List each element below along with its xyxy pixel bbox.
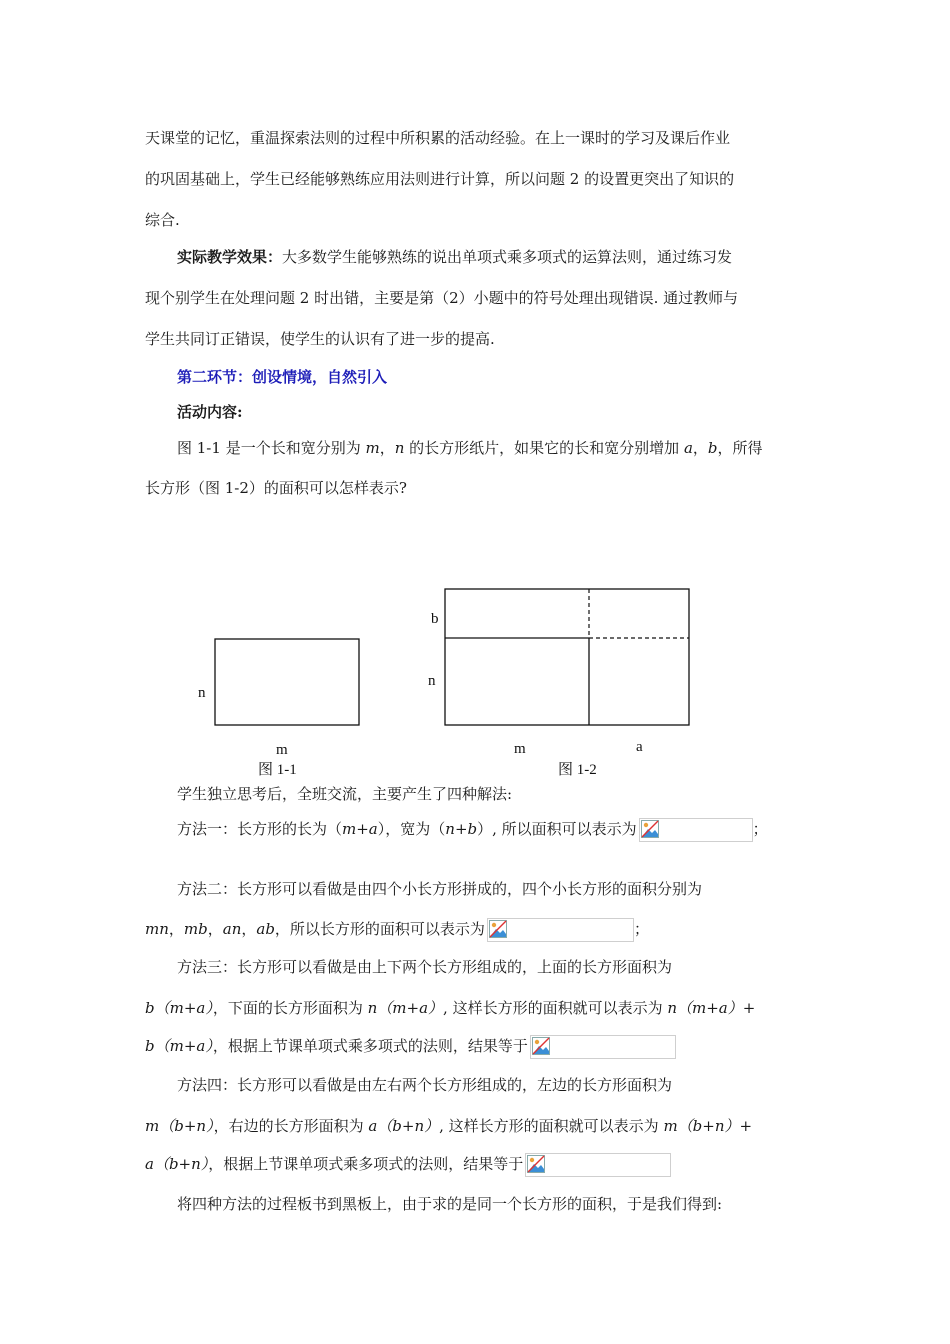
fig2-label-n: n — [428, 673, 436, 689]
method4-line3 — [145, 1153, 671, 1177]
separator: ， — [241, 920, 257, 938]
figure-1-2 — [428, 589, 689, 778]
expr-a-b-plus-n: a（b+n） — [368, 1117, 440, 1135]
expr-b-m-plus-a: b（m+a） — [145, 999, 213, 1017]
method3-line3 — [145, 1035, 676, 1059]
figure-1-1 — [198, 639, 359, 778]
para2-line2: 现个别学生在处理问题 2 时出错，主要是第（2）小题中的符号处理出现错误. 通过教师与 — [145, 289, 739, 307]
var-m: m — [365, 439, 380, 457]
section-heading: 第二环节：创设情境，自然引入 — [177, 368, 388, 386]
fig2-label-a: a — [636, 739, 643, 755]
method3-line2 — [145, 997, 755, 1018]
intro-text: ， — [379, 439, 395, 457]
expr-sum: m（b+n）+ — [663, 1117, 753, 1135]
intro-line1 — [177, 437, 763, 458]
expr-m-plus-a: m+a — [342, 820, 378, 838]
expr-m-b-plus-n: m（b+n） — [145, 1117, 214, 1135]
fig2-outer-rectangle — [445, 589, 689, 725]
method2-line2 — [145, 918, 649, 942]
method3-line1: 方法三：长方形可以看做是由上下两个长方形组成的，上面的长方形面积为 — [177, 958, 673, 976]
method2-line1: 方法二：长方形可以看做是由四个小长方形拼成的，四个小长方形的面积分别为 — [177, 880, 703, 898]
fig1-label-n: n — [198, 685, 206, 701]
para2-text: 大多数学生能够熟练的说出单项式乘多项式的运算法则，通过练习发 — [282, 248, 733, 266]
var-b: b — [707, 439, 718, 457]
separator: ， — [207, 920, 223, 938]
method3-text: , 这样长方形的面积就可以表示为 — [443, 999, 668, 1017]
intro-line2: 长方形（图 1-2）的面积可以怎样表示? — [145, 479, 407, 497]
answer-image-placeholder — [487, 918, 634, 942]
method2-text: ，所以长方形的面积可以表示为 — [274, 920, 485, 938]
discussion-text: 学生独立思考后，全班交流，主要产生了四种解法: — [177, 785, 513, 803]
var-n: n — [394, 439, 405, 457]
para1-line3: 综合. — [145, 211, 180, 229]
para1-line1: 天课堂的记忆，重温探索法则的过程中所积累的活动经验。在上一课时的学习及课后作业 — [145, 129, 731, 147]
method1-text: 方法一：长方形的长为（ — [177, 820, 343, 838]
method1-text: ）, 所以面积可以表示为 — [477, 820, 637, 838]
method3-text: ，下面的长方形面积为 — [212, 999, 368, 1017]
expr-n-m-plus-a: n（m+a） — [367, 999, 444, 1017]
activity-label: 活动内容: — [177, 403, 243, 421]
term-mb: mb — [183, 920, 208, 938]
method4-line1: 方法四：长方形可以看做是由左右两个长方形组成的，左边的长方形面积为 — [177, 1076, 673, 1094]
broken-image-icon — [532, 1037, 550, 1055]
separator: ， — [168, 920, 184, 938]
intro-text: 图 1-1 是一个长和宽分别为 — [177, 439, 366, 457]
fig1-rectangle — [215, 639, 359, 725]
fig2-caption: 图 1-2 — [558, 762, 597, 778]
method3-text: ，根据上节课单项式乘多项式的法则，结果等于 — [212, 1037, 528, 1055]
para1-line2: 的巩固基础上，学生已经能够熟练应用法则进行计算，所以问题 2 的设置更突出了知识的 — [145, 170, 735, 188]
expr-n-plus-b: n+b — [445, 820, 478, 838]
para2-line3: 学生共同订正错误，使学生的认识有了进一步的提高. — [145, 330, 495, 348]
expr-b-m-plus-a: b（m+a） — [145, 1037, 213, 1055]
intro-text: ，所得 — [717, 439, 763, 457]
method4-line2 — [145, 1115, 752, 1136]
rectangle-figures — [0, 580, 950, 780]
term-mn: mn — [145, 920, 169, 938]
answer-image-placeholder — [639, 818, 753, 842]
broken-image-icon — [641, 820, 659, 838]
broken-image-icon — [527, 1155, 545, 1173]
para2-line1 — [177, 246, 732, 267]
method1-end: ； — [752, 820, 768, 838]
answer-image-placeholder — [525, 1153, 671, 1177]
fig1-caption: 图 1-1 — [258, 762, 297, 778]
fig1-label-m: m — [276, 742, 288, 758]
method4-text: , 这样长方形的面积就可以表示为 — [439, 1117, 664, 1135]
method4-text: ，根据上节课单项式乘多项式的法则，结果等于 — [208, 1155, 524, 1173]
broken-image-icon — [489, 920, 507, 938]
method4-text: ，右边的长方形面积为 — [213, 1117, 369, 1135]
method1-line — [177, 818, 768, 842]
fig2-label-b: b — [431, 611, 439, 627]
expr-a-b-plus-n: a（b+n） — [145, 1155, 209, 1173]
var-a: a — [683, 439, 693, 457]
answer-image-placeholder — [530, 1035, 676, 1059]
intro-text: ， — [692, 439, 708, 457]
term-ab: ab — [256, 920, 275, 938]
expr-sum: n（m+a）+ — [667, 999, 756, 1017]
term-an: an — [222, 920, 242, 938]
intro-text: 的长方形纸片，如果它的长和宽分别增加 — [404, 439, 684, 457]
para2-heading: 实际教学效果： — [177, 248, 283, 266]
method1-text: ），宽为（ — [377, 820, 446, 838]
method2-end: ； — [633, 920, 649, 938]
closing-text: 将四种方法的过程板书到黑板上，由于求的是同一个长方形的面积，于是我们得到: — [177, 1195, 723, 1213]
fig2-label-m: m — [514, 741, 526, 757]
